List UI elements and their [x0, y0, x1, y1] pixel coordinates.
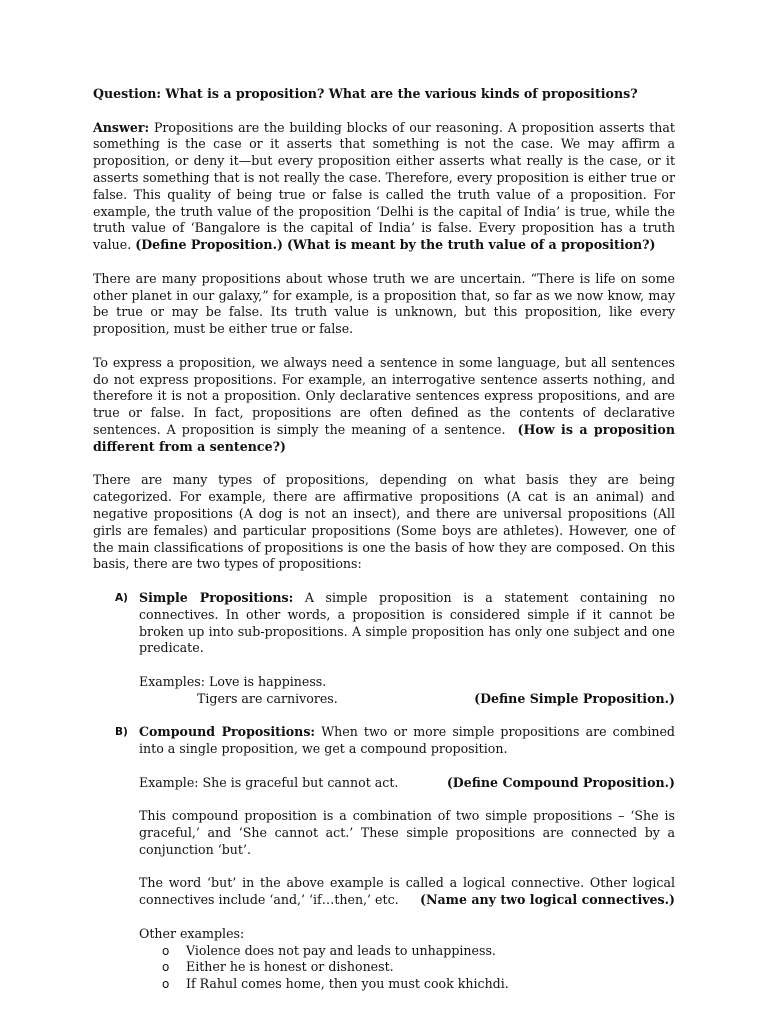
compound-propositions-item [93, 724, 675, 993]
bullet-circle-icon: o [162, 977, 170, 992]
compound-question: (Define Compound Proposition.) [446, 774, 675, 790]
other-examples-list [139, 943, 675, 993]
compound-text: When two or more simple propositions are combined into a single proposition, we get a compound proposition. [139, 724, 675, 757]
question-heading: Question: What is a proposition? What are the various kinds of propositions? [93, 86, 638, 101]
paragraph-uncertain-truth: There are many propositions about whose truth we are uncertain. “There is life on some other planet in our galaxy,” for example, is a proposition that, so far as we now know, may be true or may be false. Its truth value is unknown, but this proposition, like every proposition, must be either true or false. [93, 270, 675, 337]
simple-text: A simple proposition is a statement containing no connectives. In other words, a proposition is considered simple if it cannot be broken up into sub-propositions. A simple proposition has only one subject and one predicate. [139, 589, 675, 656]
connective-question: (Name any two logical connectives.) [419, 892, 675, 908]
document-page [93, 86, 675, 993]
list-item: o Either he is honest or dishonest. [162, 959, 394, 975]
simple-examples-line2: Tigers are carnivores. [197, 690, 338, 706]
bullet-circle-icon: o [162, 960, 170, 975]
answer-label: Answer: [93, 119, 150, 135]
paragraph-types: There are many types of propositions, depending on what basis they are being categorized. For example, there are affirmative propositions (A cat is an animal) and negative propositions (A dog is not an insect), and there are universal propositions (All girls are females) and particular propositions (Some boys are athletes). However, one of the main classifications of propositions is one the basis of how they are composed. On this basis, there are two types of propositions: [93, 472, 675, 572]
list-marker-b: B) [115, 726, 128, 739]
compound-title: Compound Propositions: [139, 724, 316, 740]
simple-examples-row [139, 691, 675, 708]
bullet-circle-icon: o [162, 943, 170, 958]
simple-question: (Define Simple Proposition.) [474, 690, 675, 706]
answer-question-1: (Define Proposition.) [135, 237, 283, 253]
answer-paragraph [93, 120, 675, 254]
paragraph-sentences: To express a proposition, we always need a sentence in some language, but all sentences do not express propositions. For example, an interrogative sentence asserts nothing, and therefore it is not a proposition. Only declarative sentences express propositions, and are true or false. In fact, propositions are often defined as the contents of declarative sentences. A proposition is simply the meaning of a sentence. (How is a proposition different from a sentence?) [93, 354, 675, 454]
simple-propositions-item [93, 590, 675, 708]
answer-question-2: (What is meant by the truth value of a proposition?) [286, 237, 656, 253]
other-examples-label: Other examples: [139, 925, 245, 941]
compound-explanation: This compound proposition is a combination of two simple propositions – ‘She is graceful,’ and ‘She cannot act.’ These simple propositions are connected by a conjunction ‘but’. [139, 808, 675, 857]
connective-paragraph: The word ‘but’ in the above example is called a logical connective. Other logical connectives include ‘and,’ ‘if…then,’ etc. (Name any two logical connectives.) [139, 875, 675, 908]
list-item: o If Rahul comes home, then you must cook khichdi. [162, 976, 509, 992]
compound-example: Example: She is graceful but cannot act. [139, 774, 399, 790]
list-item: o Violence does not pay and leads to unhappiness. [162, 942, 496, 958]
simple-examples-line1: Examples: Love is happiness. [139, 673, 327, 689]
simple-title: Simple Propositions: [139, 589, 294, 605]
compound-example-row [139, 775, 675, 792]
answer-text: Propositions are the building blocks of our reasoning. A proposition asserts that something is the case or it asserts that something is not the case. We may affirm a proposition, or deny it—but every proposition either asserts what really is the case, or it asserts something that is not really the case. Therefore, every proposition is either true or false. This quality of being true or false is called the truth value of a proposition. For example, the truth value of the proposition ‘Delhi is the capital of India’ is true, while the truth value of ‘Bangalore is the capital of India’ is false. Every proposition has a truth value. [93, 119, 675, 253]
sentence-question: (How is a proposition different from a sentence?) [93, 421, 675, 454]
list-marker-a: A) [115, 591, 128, 604]
